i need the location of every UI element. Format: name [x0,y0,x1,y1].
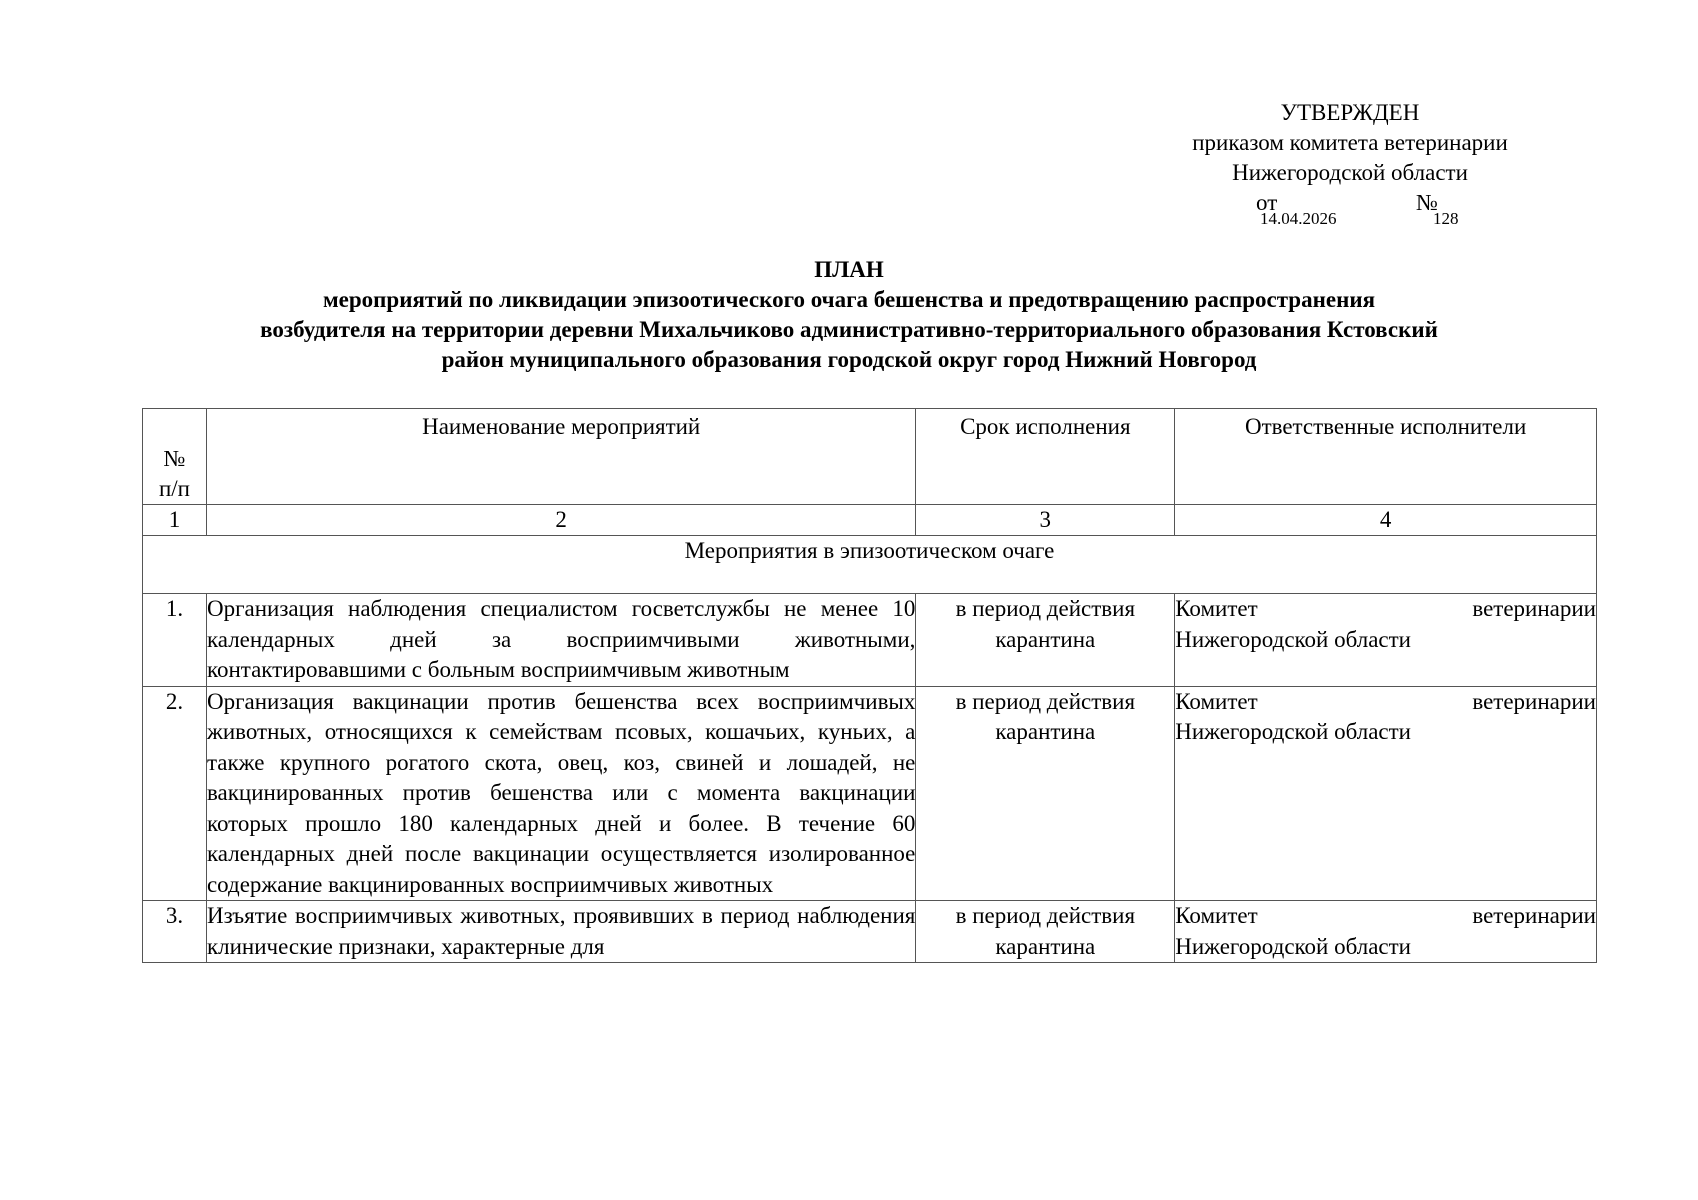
plan-title-block [150,255,1548,375]
row-description: Организация вакцинации против бешенства всех восприимчивых животных, относящихся к семействам псовых, кошачьих, куньих, а также крупного рогатого скота, овец, коз, свиней и лошадей, не вакцинированных против бешенства или с момента вакцинации которых прошло 180 календарных дней и более. В течение 60 календарных дней после вакцинации осуществляется изолированное содержание вакцинированных восприимчивых животных [206,686,915,901]
header-number-sign: № [163,446,186,471]
row-deadline [916,594,1175,687]
row-responsible-word-1: Комитет [1175,688,1258,714]
row-responsible-word-1: Комитет [1175,903,1258,928]
column-number-2: 2 [206,505,915,536]
row-responsible-line-1 [1175,687,1596,718]
header-deadline: Срок исполнения [916,409,1175,505]
table-row [143,901,1597,963]
section-row [143,536,1597,594]
approval-region-line: Нижегородской области [1232,160,1468,185]
column-number-3: 3 [916,505,1175,536]
header-activity-name: Наименование мероприятий [206,409,915,505]
row-responsible-word-2: ветеринарии [1472,903,1596,928]
plan-subtitle-line-1: мероприятий по ликвидации эпизоотического очага бешенства и предотвращению распространения [322,287,1376,312]
plan-subtitle-line-2: возбудителя на территории деревни Михальчиково административно-территориального образования Кстовский [260,317,1438,342]
row-responsible-line-2: Нижегородской области [1175,933,1411,959]
plan-subtitle-line-3: район муниципального образования городской округ город Нижний Новгород [441,347,1257,372]
row-deadline-line-1: в период действия [955,596,1136,621]
row-responsible-line-2: Нижегородской области [1175,719,1411,744]
header-number-abbr: п/п [158,476,190,501]
order-date: 14.04.2026 [1260,209,1337,228]
order-number: 128 [1433,209,1459,228]
column-number-4: 4 [1175,505,1597,536]
row-responsible-line-1 [1175,594,1596,625]
approval-heading: УТВЕРЖДЕН [1280,100,1420,125]
row-deadline-line-2: карантина [995,719,1096,744]
plan-table [142,408,1597,963]
column-number-1: 1 [143,505,207,536]
plan-title: ПЛАН [814,257,884,282]
header-number [143,409,207,505]
row-responsible-word-2: ветеринарии [1472,596,1596,621]
row-deadline-line-1: в период действия [955,903,1136,928]
approval-date-row [1150,188,1550,228]
row-deadline [916,686,1175,901]
row-deadline [916,901,1175,963]
section-title: Мероприятия в эпизоотическом очаге [143,536,1597,594]
approval-order-line: приказом комитета ветеринарии [1192,130,1508,155]
column-number-row [143,505,1597,536]
row-responsible-line-1 [1175,901,1596,932]
row-index: 2. [143,686,207,901]
row-description: Изъятие восприимчивых животных, проявивших в период наблюдения клинические признаки, характерные для [206,901,915,963]
row-index: 3. [143,901,207,963]
row-responsible-word-1: Комитет [1175,596,1258,621]
table-row [143,686,1597,901]
row-index: 1. [143,594,207,687]
row-responsible-word-2: ветеринарии [1472,688,1596,714]
row-responsible [1175,901,1597,963]
row-responsible-line-2: Нижегородской области [1175,626,1411,652]
row-deadline-line-2: карантина [995,626,1096,652]
row-deadline-line-1: в период действия [955,688,1136,714]
row-description: Организация наблюдения специалистом госветслужбы не менее 10 календарных дней за восприимчивыми животными, контактировавшими с больным восприимчивым животным [206,594,915,687]
table-header-row [143,409,1597,505]
row-responsible [1175,594,1597,687]
number-sign-label: № [1416,190,1438,215]
row-deadline-line-2: карантина [995,933,1096,959]
header-responsible: Ответственные исполнители [1175,409,1597,505]
approval-block [1150,98,1550,228]
row-responsible [1175,686,1597,901]
date-prefix-label: от [1256,190,1278,215]
table-row [143,594,1597,687]
